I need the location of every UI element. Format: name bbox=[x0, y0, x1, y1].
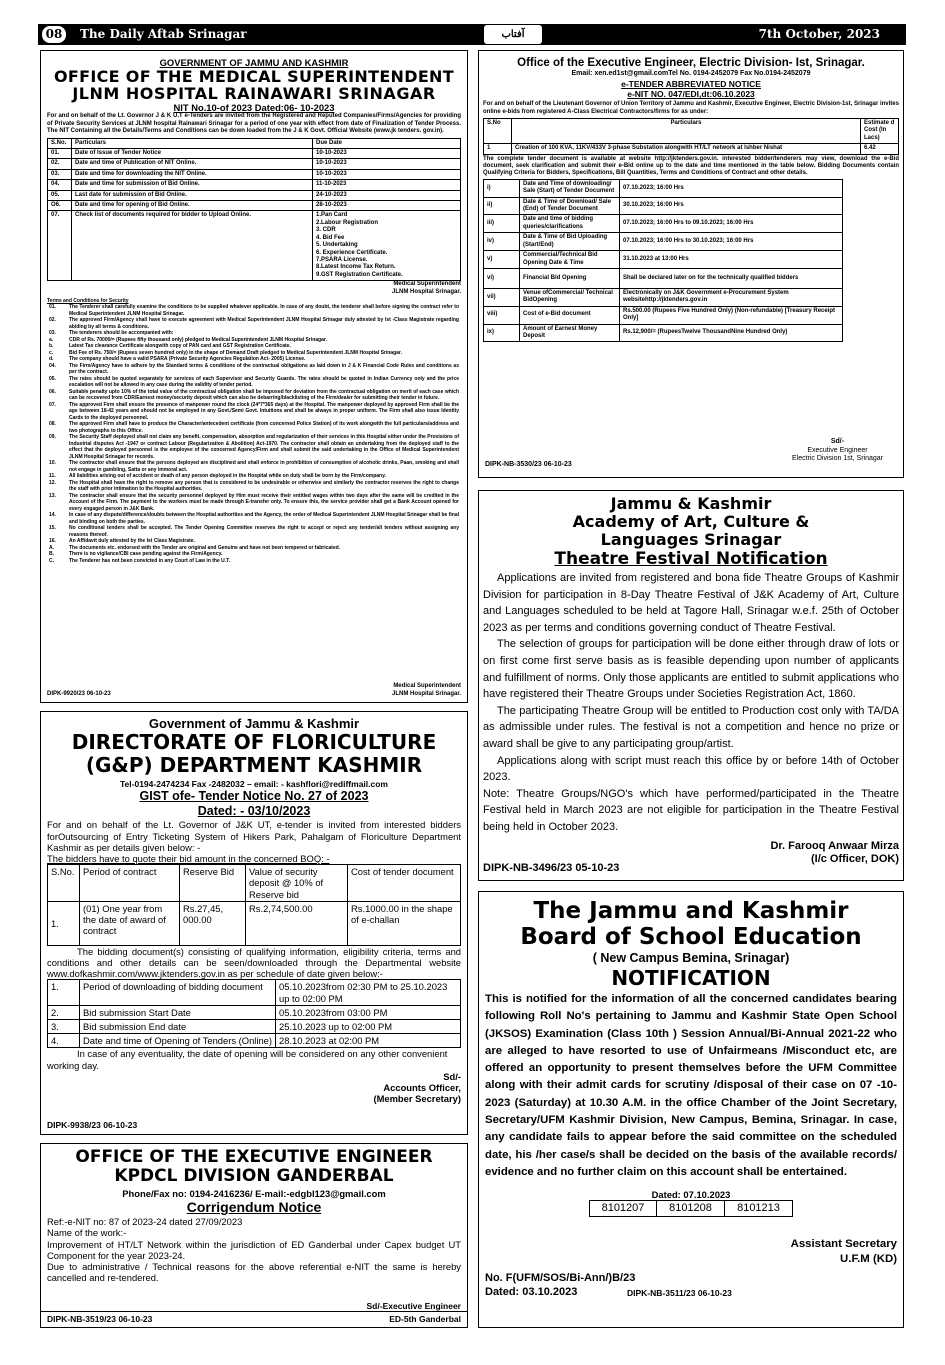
col-sno: S.No. bbox=[48, 138, 72, 148]
table-cell: ix) bbox=[484, 324, 520, 342]
table-cell: Date of Issue of Tender Notice bbox=[72, 149, 313, 159]
table-cell: 03. bbox=[48, 169, 72, 179]
elec-sig: Sd/- Executive Engineer Electric Division 1st, Srinagar bbox=[791, 438, 883, 463]
table-row bbox=[484, 251, 843, 269]
elec-work-table bbox=[483, 118, 899, 155]
table-cell: The contractor shall ensure that the persons deployed are disciplined and shall enforce in prohibition of consumption of alcoholic drinks, Paan, smoking and shall not engage in gambling, Satta or any immoral act. bbox=[69, 460, 459, 473]
jlnm-notice bbox=[40, 50, 468, 703]
table-cell: 10. bbox=[49, 460, 56, 467]
table-cell: 24-10-2023 bbox=[313, 190, 461, 200]
table-cell: 06. bbox=[49, 388, 56, 395]
table-cell: 30.10.2023; 16:00 Hrs bbox=[620, 197, 843, 215]
table-cell: 05. bbox=[48, 190, 72, 200]
flori-title-1: DIRECTORATE OF FLORICULTURE bbox=[71, 730, 437, 754]
table-cell: Date and time of Opening of Tenders (Online) bbox=[80, 1034, 276, 1048]
elec-title: Office of the Executive Engineer, Electric Division- Ist, Srinagar. bbox=[517, 57, 865, 69]
table-cell: Date and time of bidding queries/clarifications bbox=[520, 215, 620, 233]
table-row bbox=[48, 1019, 461, 1033]
jlnm-table bbox=[47, 138, 461, 282]
page-number: 08 bbox=[42, 26, 66, 43]
table-cell: All liabilities arising out of accident or death of any person deployed in the Hospital while on duty shall be born by the Firm/company. bbox=[69, 473, 386, 480]
table-cell: a. bbox=[49, 336, 54, 343]
table-cell: Rs.500.00 (Rupees Five Hundred Only) (Non-refundable) [Treasury Receipt Only] bbox=[620, 306, 843, 324]
table-row bbox=[48, 211, 461, 281]
table-cell: 01. bbox=[48, 149, 72, 159]
jlnm-intro: For and on behalf of the Lt. Governor J & K U.T e-Tenders are invited from the Registered and Reputed Companies/Firms/Agencies for providing of Private Security Services at JLNM hospital Rainawari Srinagar for a period of one year with effect from date of Finalization of Tender Process. The NIT Containing all the Details/Terms and Conditions can be down loaded from the J & K Govt. Official Website (www.jk tenders. gov.in). bbox=[47, 113, 461, 135]
table-cell: i) bbox=[484, 179, 520, 197]
table-cell: Date and time for opening of Bid Online. bbox=[72, 201, 313, 211]
kpdcl-work: Name of the work:- bbox=[47, 1227, 127, 1239]
table-cell: 28.10.2023 at 02:00 PM bbox=[276, 1034, 461, 1048]
academy-note: Note: Theatre Groups/NGO's which have performed/participated in the Theatre Festival held in March 2023 are not eligible for participation in the Theatre Festival being held in October 2023. bbox=[483, 787, 899, 833]
table-cell: 03. bbox=[49, 330, 56, 337]
flori-sig: Sd/- Accounts Officer, (Member Secretary) bbox=[373, 1070, 461, 1105]
table-cell: The approved Firm shall have to produce the Character/antecedent certificate (from concerned Police Station) of its work alongwith the full particulars/address and two photographs to this Office. bbox=[69, 421, 459, 434]
roll-number: 8101208 bbox=[657, 1200, 725, 1217]
table-cell: The documents etc. endorsed with the Tender are original and Genuine and have not been tempered or fabricated. bbox=[69, 544, 341, 551]
list-item bbox=[47, 460, 461, 473]
table-cell: 3. bbox=[48, 1019, 80, 1033]
table-cell: 05. bbox=[49, 375, 56, 382]
table-cell: Date and time for submission of Bid Online. bbox=[72, 180, 313, 190]
academy-dipk: DIPK-NB-3496/23 05-10-23 bbox=[483, 862, 620, 874]
table-row bbox=[484, 179, 843, 197]
academy-heading: Theatre Festival Notification bbox=[554, 549, 828, 569]
table-row bbox=[484, 215, 843, 233]
jlnm-footer: Medical Superintendent DIPK-9920/23 06-10-23 JLNM Hospital Srinagar. bbox=[47, 683, 461, 697]
table-cell: Last date for submission of Bid Online. bbox=[72, 190, 313, 200]
list-item bbox=[47, 434, 461, 460]
table-cell: Creation of 100 KVA, 11KV/433V 3-phase Substation alongwith HT/LT network at Ishber Nishat bbox=[512, 144, 861, 154]
table-cell: iii) bbox=[484, 215, 520, 233]
table-cell: S.No bbox=[484, 119, 512, 144]
bose-footer: Dated: 03.10.2023 DIPK-NB-3511/23 06-10-23 bbox=[485, 1286, 732, 1299]
table-cell: 08. bbox=[49, 421, 56, 428]
table-cell: CDR of Rs. 70000/= (Rupees fifty thousand only) pledged to Medical Superintendent JLNM Hospital Srinagar. bbox=[69, 336, 327, 343]
table-cell: Rs.2,74,500.00 bbox=[246, 901, 348, 945]
table-row bbox=[484, 306, 843, 324]
academy-sig: Dr. Farooq Anwaar Mirza (I/c Officer, DOK) bbox=[770, 839, 899, 865]
table-cell: 02. bbox=[48, 159, 72, 169]
table-cell: (01) One year from the date of award of contract bbox=[80, 901, 180, 945]
table-cell: Venue ofCommercial/ Technical BidOpening bbox=[520, 288, 620, 306]
bose-notice bbox=[478, 891, 904, 1328]
kpdcl-sig1: Sd/-Executive Engineer bbox=[366, 1300, 461, 1311]
table-cell: Bid submission Start Date bbox=[80, 1005, 276, 1019]
kpdcl-title-2: KPDCL DIVISION GANDERBAL bbox=[114, 1166, 394, 1186]
table-cell: No conditional tenders shall be accepted. The Tender Opening Committee reserves the right to accept or reject any tender/all tenders without assigning any reasons thereof. bbox=[69, 525, 459, 538]
table-cell: Rs.12,900/= (RupeesTwelve ThousandNine Hundred Only) bbox=[620, 324, 843, 342]
table-cell: 11. bbox=[49, 473, 56, 480]
table-cell: Bid Fee of Rs. 750/= (Rupees seven hundred only) in the shape of Demand Draft pledged to Medical Superintendent JLNM Hospital Srinagar. bbox=[69, 349, 402, 356]
table-cell: Estimate d Cost (In Lacs) bbox=[861, 119, 899, 144]
kpdcl-footer: DIPK-NB-3519/23 06-10-23 ED-5th Ganderbal bbox=[41, 1311, 467, 1327]
list-item bbox=[47, 389, 461, 402]
elec-mid: The complete tender document is available at website http://jktenders.gov.in. interested bidder/tenderers may view, download the e-Bid document, seek clarification and submit their e-Bid online up to the date and time mentioned in the table below. Bidding Documents contain Qualifying Criteria for Bidders, Specifications, Bill Quantities, Terms and Conditions of Contract and other details. bbox=[483, 155, 899, 177]
table-cell: 05.10.2023from 02:30 PM to 25.10.2023 up to 02:00 PM bbox=[276, 980, 461, 1005]
table-cell: Date and time for downloading the NIT Online. bbox=[72, 169, 313, 179]
table-cell: O6. bbox=[48, 201, 72, 211]
table-cell: 07. bbox=[48, 211, 72, 281]
table-cell: 09. bbox=[49, 434, 56, 441]
table-row bbox=[48, 159, 461, 169]
table-cell: S.No. bbox=[48, 865, 80, 902]
flori-title-2: (G&P) DEPARTMENT KASHMIR bbox=[85, 753, 423, 777]
table-cell: In case of any dispute/difference/doubts between the Hospital authorities and the Agency, the order of Medical Superintendent JLNM Hospital Srinagar shall be final and binding on both the parties. bbox=[69, 512, 459, 525]
table-row bbox=[48, 201, 461, 211]
table-cell: 6.42 bbox=[861, 144, 899, 154]
jlnm-gov: GOVERNMENT OF JAMMU AND KASHMIR bbox=[159, 57, 349, 68]
jlnm-terms-heading: Terms and Conditions for Security bbox=[47, 297, 129, 304]
elec-intro: For and on behalf of the Lieutenant Governor of Union Territory of Jammu and Kashmir, Executive Engineer, Electric Division-1st, Srinagar invites online e-bids from registered A-Class Electrical Contractors/firms for as under: bbox=[483, 101, 899, 115]
table-row bbox=[48, 169, 461, 179]
table-cell: 1. bbox=[48, 901, 80, 945]
elec-nit: e-NIT NO. 047/EDI,dt:06.10.2023 bbox=[627, 88, 755, 99]
flori-quote: The bidders have to quote their bid amount in the concerned BOQ: - bbox=[47, 852, 330, 864]
kpdcl-ref: Ref:-e-NIT no: 87 of 2023-24 dated 27/09/2023 bbox=[47, 1216, 243, 1228]
table-cell: 11-10-2023 bbox=[313, 180, 461, 190]
table-cell: 25.10.2023 up to 02:00 PM bbox=[276, 1019, 461, 1033]
kpdcl-work-desc: Improvement of HT/LT Network within the jurisdiction of ED Ganderbal under Capex budget UT Component for the year 2023-24. bbox=[47, 1238, 461, 1261]
table-row bbox=[48, 149, 461, 159]
elec-email: Email: xen.ed1st@gmail.comTel No. 0194-2452079 Fax No.0194-2452079 bbox=[571, 70, 811, 77]
table-cell: B. bbox=[49, 551, 54, 558]
table-cell: Date & Time of Download/ Sale (End) of Tender Document bbox=[520, 197, 620, 215]
flori-tel: Tel-0194-2474234 Fax -2482032 – email: - kashflori@rediffmail.com bbox=[120, 779, 388, 789]
list-item bbox=[47, 317, 461, 330]
list-item bbox=[47, 525, 461, 538]
list-item bbox=[47, 421, 461, 434]
flori-dipk: DIPK-9938/23 06-10-23 bbox=[47, 1119, 138, 1130]
col-due: Due Date bbox=[313, 138, 461, 148]
paragraph: Applications along with script must reach this office by or before 14th of October 2023. bbox=[483, 754, 899, 784]
table-cell: The approved Firm/Agency shall have to execute agreement with Medical Superintendent JLNM Hospital Srinagar duly attested by Ist -Class Magistrate regarding abiding by all terms & conditions. bbox=[69, 317, 459, 330]
table-cell: 01. bbox=[49, 304, 56, 311]
table-row bbox=[48, 180, 461, 190]
list-item bbox=[47, 402, 461, 422]
table-row bbox=[48, 190, 461, 200]
table-cell: Suitable penalty upto 10% of the total value of the contractual obligation shall be imposed for deviation from the contractual obligation on merit of each case which can be recovered from CDR/Earnest money/security deposit which can also be debarring/blacklisting of the Firm/dealer for submitting their tender in future. bbox=[69, 388, 459, 402]
table-cell: The tenderers should be accompanied with: bbox=[69, 330, 174, 337]
table-cell: 10-10-2023 bbox=[313, 169, 461, 179]
table-cell: Latest Tax clearance Certificate alongwith copy of PAN card and GST Registration Certificate. bbox=[69, 343, 291, 350]
bose-title-2: Board of School Education bbox=[520, 924, 862, 950]
table-cell: 10-10-2023 bbox=[313, 159, 461, 169]
floriculture-notice bbox=[40, 711, 468, 1135]
table-row bbox=[484, 288, 843, 306]
table-cell: There is no vigilance/CBI case pending against the Firm/Agency. bbox=[69, 551, 223, 558]
jlnm-sig: Medical Superintendent JLNM Hospital Srinagar. bbox=[391, 281, 461, 295]
elec-schedule bbox=[483, 179, 843, 343]
bose-ref: No. F(UFM/SOS/Bi-Ann/)B/23 bbox=[485, 1272, 636, 1285]
table-cell: 04. bbox=[49, 362, 56, 369]
table-cell: The Tenderer has not been convicted in any Court of Law in the U.T. bbox=[69, 557, 231, 564]
table-cell: 1.Pan Card 2.Labour Registration 3. CDR 4. Bid Fee 5. Undertaking 6. Experience Certificate. 7.PSARA License. 8.Latest Income Tax Return. 9.GST Registration Certificate. bbox=[313, 211, 461, 281]
jlnm-title-1: OFFICE OF THE MEDICAL SUPERINTENDENT bbox=[54, 67, 454, 87]
paper-logo: آفتاب bbox=[484, 25, 542, 44]
jlnm-terms bbox=[47, 304, 461, 564]
table-cell: Amount of Earnest Money Deposit bbox=[520, 324, 620, 342]
list-item bbox=[47, 304, 461, 317]
list-item bbox=[47, 558, 461, 565]
bose-title-1: The Jammu and Kashmir bbox=[533, 898, 849, 924]
table-cell: 07.10.2023; 16:00 Hrs bbox=[620, 179, 843, 197]
bose-roll-list bbox=[485, 1200, 897, 1217]
table-cell: Value of security deposit @ 10% of Reserve bid bbox=[246, 865, 348, 902]
table-cell: 14. bbox=[49, 512, 56, 519]
table-cell: Period of contract bbox=[80, 865, 180, 902]
list-item bbox=[47, 363, 461, 376]
table-cell: 2. bbox=[48, 1005, 80, 1019]
table-cell: 31.10.2023 at 13:00 Hrs bbox=[620, 251, 843, 269]
jlnm-nit: NIT No.10-of 2023 Dated:06- 10-2023 bbox=[173, 102, 335, 114]
table-row bbox=[484, 268, 843, 288]
kpdcl-notice bbox=[40, 1143, 468, 1328]
table-cell: 07.10.2023; 16:00 Hrs to 30.10.2023; 16:00 Hrs bbox=[620, 233, 843, 251]
table-cell: ii) bbox=[484, 197, 520, 215]
table-cell: Cost of e-Bid document bbox=[520, 306, 620, 324]
table-cell: Commercial/Technical Bid Opening Date & Time bbox=[520, 251, 620, 269]
elec-dipk: DIPK-NB-3530/23 06-10-23 bbox=[485, 461, 572, 468]
flori-dated: Dated: - 03/10/2023 bbox=[197, 804, 311, 819]
list-item bbox=[47, 512, 461, 525]
table-cell: Date & Time of Bid Uploading (Start/End) bbox=[520, 233, 620, 251]
paragraph: The selection of groups for participation will be done either through draw of lots or on first come first serve basis as is feasible depending upon number of applicants and fulfillment of norms. Only those applicants are entitled to submit applications who have registered their Theatre Groups under Societies Registration Act, 1860. bbox=[483, 638, 899, 701]
table-cell: Period of downloading of bidding document bbox=[80, 980, 276, 1005]
table-cell: Reserve Bid bbox=[180, 865, 246, 902]
list-item bbox=[47, 376, 461, 389]
table-cell: The contractor shall ensure that the security personnel deployed by Him must receive their entitled wages within two days after the same will be credited in the Account of the Firm. The payment to the workers must be made through E-transfer only. To ensure this, the service provider shall get a Bank Account opened for every engaged person in J&K Bank. bbox=[69, 492, 459, 512]
academy-title-2: Academy of Art, Culture & bbox=[572, 512, 810, 531]
academy-notice bbox=[478, 490, 904, 881]
table-cell: The approved Firm shall ensure the presence of manpower round the clock (24*7*365 days) at the Hospital. The manpower deployed by approved Firm shall be the age between 18-42 years and should not be employed in any Govt./Semi Govt. Intuitions and shall be always in proper uniform. The Firm shall also issue Identity Cards to the deployed personnel. bbox=[69, 401, 459, 421]
table-cell: 10-10-2023 bbox=[313, 149, 461, 159]
elec-notice bbox=[478, 50, 904, 478]
table-cell: viii) bbox=[484, 306, 520, 324]
table-cell: The rates should be quoted separately for services of each Supervisor and Security Guards. The rates should be quoted in Indian Currency only and the price escalation will not be allowed in any case during the validity of tender period. bbox=[69, 375, 459, 389]
kpdcl-title-1: OFFICE OF THE EXECUTIVE ENGINEER bbox=[75, 1147, 433, 1167]
table-cell: Rs.1000.00 in the shape of e-challan bbox=[348, 901, 461, 945]
bose-body: This is notified for the information of all the concerned candidates bearing following Roll No's pertaining to Jammu and Kashmir State Open School (JKSOS) Examination (Class 10th ) Session Annual/Bi-Annual 2021-22 who are alleged to have resorted to use of Unfairmeans /Misconduct etc, are offered an opportunity to present themselves before the UFM Committee along with their admit cards for scrutiny /disposal of their case on 07 -10- 2023 (Saturday) at 10.30 A.M. in the office Chamber of the Joint Secretary, Secretary/UFM Kashmir Division, New Campus, Bemina, Srinagar. In case, any candidate fails to appear before the said committee on the scheduled date, his /her case/s shall be decided on the basis of the available records/ evidence and no further claim on this account shall be entertained. bbox=[485, 993, 897, 1178]
table-row bbox=[48, 1005, 461, 1019]
table-cell: 07. bbox=[49, 401, 56, 408]
bose-dated: Dated: 07.10.2023 bbox=[651, 1189, 731, 1201]
table-cell: b. bbox=[49, 343, 54, 350]
table-cell: 07.10.2023; 16:00 Hrs to 09.10.2023; 16:00 Hrs bbox=[620, 215, 843, 233]
table-row bbox=[48, 901, 461, 945]
flori-schedule bbox=[47, 979, 461, 1048]
academy-title-1: Jammu & Kashmir bbox=[610, 494, 772, 513]
bose-dipk: DIPK-NB-3511/23 06-10-23 bbox=[627, 1288, 732, 1299]
table-row bbox=[48, 980, 461, 1005]
bose-heading: NOTIFICATION bbox=[611, 966, 771, 990]
table-cell: 02. bbox=[49, 317, 56, 324]
list-item bbox=[47, 493, 461, 513]
kpdcl-due: Due to administrative / Technical reasons for the above referential e-NIT the same is hereby cancelled and re-tendered. bbox=[47, 1261, 461, 1284]
table-cell: v) bbox=[484, 251, 520, 269]
table-cell: 28-10-2023 bbox=[313, 201, 461, 211]
flori-boq bbox=[47, 864, 461, 946]
table-row bbox=[48, 1034, 461, 1048]
roll-number: 8101213 bbox=[725, 1200, 793, 1217]
table-row bbox=[484, 144, 899, 154]
table-row bbox=[484, 324, 843, 342]
table-cell: Shall be declared later on for the technically qualified bidders bbox=[620, 268, 843, 288]
table-cell: C. bbox=[49, 557, 54, 564]
table-cell: An Affidavit duly attested by the Ist Class Magistrate. bbox=[69, 538, 195, 545]
table-cell: The Tenderer shall carefully examine the conditions to be supplied whatever applicable. In case of any doubt, the tenderer shall before signing the contract refer to Medical Superintendent JLNM Hospital Srinagar. bbox=[69, 304, 459, 317]
table-cell: A. bbox=[49, 544, 54, 551]
table-cell: 4. bbox=[48, 1034, 80, 1048]
table-cell: The Hospital shall have the right to remove any person that is considered to be undesirable or otherwise and similarly the contractor reserves the right to change the staff with prior intimation to the Hospital authorities. bbox=[69, 479, 459, 493]
flori-end: In case of any eventuality, the date of opening will be considered on any other convenient working day. bbox=[47, 1048, 448, 1071]
table-cell: Date and Time of downloading/ Sale (Start) of Tender Document bbox=[520, 179, 620, 197]
issue-date: 7th October, 2023 bbox=[758, 27, 880, 41]
flori-gov: Government of Jammu & Kashmir bbox=[148, 716, 360, 731]
academy-title-3: Languages Srinagar bbox=[600, 530, 782, 549]
table-cell: 12. bbox=[49, 479, 56, 486]
table-cell: vii) bbox=[484, 288, 520, 306]
table-cell: Financial Bid Opening bbox=[520, 268, 620, 288]
table-cell: 15. bbox=[49, 525, 56, 532]
table-cell: Check list of documents required for bidder to Upload Online. bbox=[72, 211, 313, 281]
table-cell: 1. bbox=[48, 980, 80, 1005]
bose-sub: ( New Campus Bemina, Srinagar) bbox=[592, 951, 790, 965]
paragraph: The participating Theatre Group will be entitled to Production cost only with TA/DA as admissible under rules. The festival is not a competition and hence no prize or award shall be give to any participating group/artist. bbox=[483, 704, 899, 750]
paragraph: Applications are invited from registered and bona fide Theatre Groups of Kashmir Division for participation in 8-Day Theatre Festival of J&K Academy of Art, Culture and Languages scheduled to be held at Tagore Hall, Srinagar w.e.f. 25th of October 2023 as per terms and conditions governing conduct of Theatre Festival. bbox=[483, 572, 899, 634]
table-cell: iv) bbox=[484, 233, 520, 251]
col-particulars: Particulars bbox=[72, 138, 313, 148]
academy-body bbox=[483, 570, 899, 836]
table-cell: The Firm/Agency have to adhere by the Standard terms & conditions of the contractual obligations as laid down in J & K Financial Code Rules and conditions as per the contract. bbox=[69, 362, 459, 376]
table-cell: 1 bbox=[484, 144, 512, 154]
table-cell: c. bbox=[49, 349, 54, 356]
table-cell: Particulars bbox=[512, 119, 861, 144]
table-cell: d. bbox=[49, 356, 54, 363]
table-cell: Date and time of Publication of NIT Online. bbox=[72, 159, 313, 169]
table-cell: The Security Staff deployed shall not claim any benefit, compensation, absorption and regularization of their services in this Hospital either under the Provisions of Industrial disputes Act -1947 or contract Labour (Regularization & Abolition) Act-1970. The contractor shall obtain an undertaking from the deployed staff to the effect that the deployed personnel is the employee of the concerned Agency/Firm and shall submit the said undertaking in the Office of Medical Superintendent JLNM Hospital Srinagar for records. bbox=[69, 434, 459, 460]
table-cell: 13. bbox=[49, 492, 56, 499]
flori-gist: GIST ofe- Tender Notice No. 27 of 2023 bbox=[139, 789, 369, 804]
kpdcl-heading: Corrigendum Notice bbox=[186, 1199, 322, 1216]
roll-number: 8101207 bbox=[589, 1200, 657, 1217]
table-cell: The company should have a valid PSARA (Private Security Agencies Regulation Act- 2005) License. bbox=[69, 356, 306, 363]
table-row bbox=[484, 233, 843, 251]
flori-intro: For and on behalf of the Lt. Governor of J&K UT, e-tender is invited from interested bidders forOutsourcing of Entry Ticketing System of Hikers Park, Pahalgam of Floriculture Department Kashmir as per details given below: - bbox=[47, 819, 461, 853]
jlnm-dipk: DIPK-9920/23 06-10-23 bbox=[47, 690, 111, 697]
flori-mid: The bidding document(s) consisting of qualifying information, eligibility criteria, terms and conditions and other details can be seen/downloaded through the Departmental website www.dofkashmir.com/www.jktenders.gov.in as per schedule of date given below:- bbox=[47, 945, 461, 980]
masthead bbox=[38, 24, 906, 45]
table-cell: Electronically on J&K Government e-Procurement System websitehttp://jktenders.gov.in bbox=[620, 288, 843, 306]
table-cell: Rs.27,45, 000.00 bbox=[180, 901, 246, 945]
table-cell: Cost of tender document bbox=[348, 865, 461, 902]
table-cell: vi) bbox=[484, 268, 520, 288]
table-row bbox=[484, 197, 843, 215]
paper-name: The Daily Aftab Srinagar bbox=[80, 27, 247, 41]
kpdcl-dipk: DIPK-NB-3519/23 06-10-23 bbox=[47, 1314, 153, 1324]
table-cell: 05.10.2023from 03:00 PM bbox=[276, 1005, 461, 1019]
jlnm-title-2: JLNM HOSPITAL RAINAWARI SRINAGAR bbox=[72, 84, 436, 104]
list-item bbox=[47, 480, 461, 493]
table-cell: 16. bbox=[49, 538, 56, 545]
table-cell: Bid submission End date bbox=[80, 1019, 276, 1033]
table-cell: 04. bbox=[48, 180, 72, 190]
elec-abbr: e-TENDER ABBREVIATED NOTICE bbox=[621, 78, 761, 89]
bose-sig: Assistant Secretary U.F.M (KD) bbox=[790, 1238, 897, 1266]
kpdcl-phone: Phone/Fax no: 0194-2416236/ E-mail:-edgbl123@gmail.com bbox=[122, 1188, 386, 1199]
